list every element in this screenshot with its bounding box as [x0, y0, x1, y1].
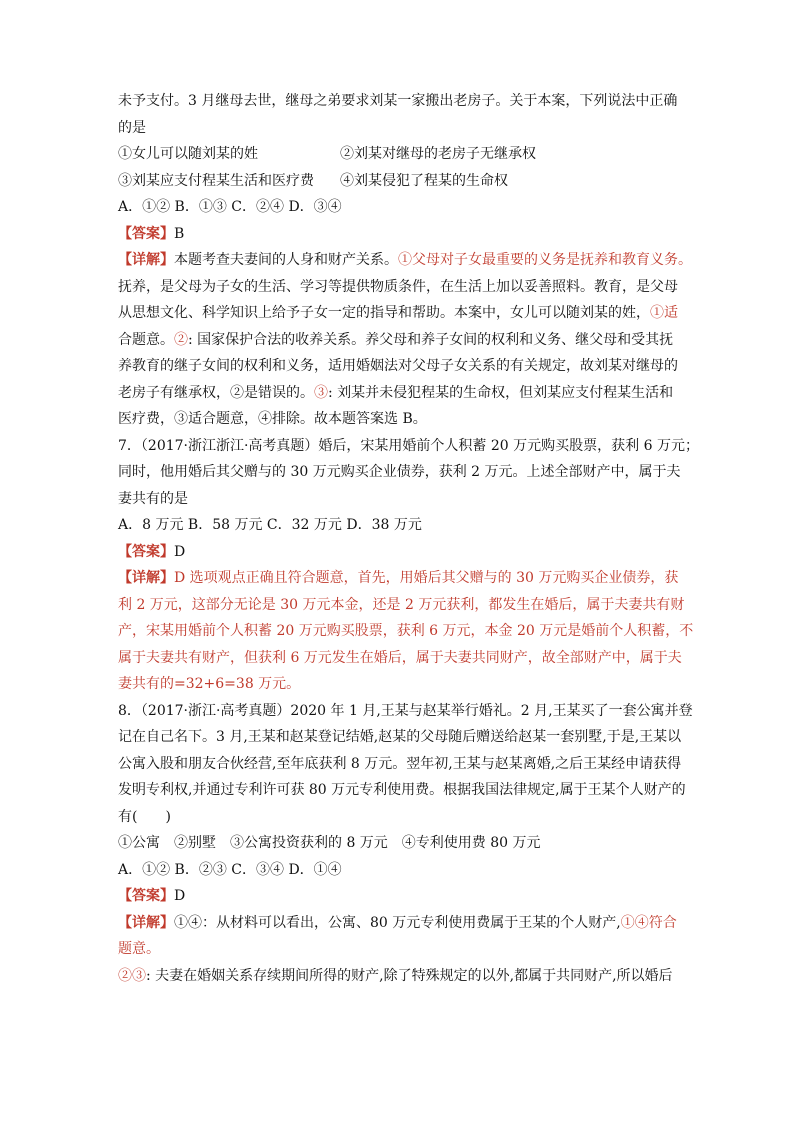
answer-tag: 【答案】	[118, 225, 174, 242]
q6-option-3: ③刘某应支付程某生活和医疗费	[118, 172, 314, 189]
q6-stem-line-1: 未予支付。3 月继母去世，继母之弟要求刘某一家搬出老房子。关于本案，下列说法中正确	[118, 93, 678, 109]
q8-stem-line-4: 发明专利权,并通过专利许可获 80 万元专利使用费。根据我国法律规定,属于王某个人财产的	[118, 782, 686, 798]
q8-stem-line-1: 8．（2017·浙江·高考真题）2020 年 1 月,王某与赵某举行婚礼。2 月,王某买了一套公寓并登	[118, 702, 693, 719]
q6-detail-line-3: 从思想文化、科学知识上给予子女一定的指导和帮助。本案中，女儿可以随刘某的姓，①适	[118, 305, 678, 321]
q6-detail-line-6: 老房子有继承权，②是错误的。③: 刘某并未侵犯程某的生命权，但刘某应支付程某生活和	[118, 384, 674, 401]
q8-options: ①公寓 ②别墅 ③公寓投资获利的 8 万元 ④专利使用费 80 万元	[118, 835, 541, 851]
detail-tag: 【详解】	[118, 914, 174, 931]
q6-stem-line-2: 的是	[118, 119, 146, 136]
q7-detail-line-2: 利 2 万元，这部分无论是 30 万元本金，还是 2 万元获利，都发生在婚后，属于夫妻共有财	[118, 596, 685, 613]
answer-value: B	[174, 225, 185, 242]
detail-tag: 【详解】	[118, 570, 174, 586]
q6-options-row-1	[118, 141, 688, 168]
q7-answer	[118, 539, 688, 566]
q6-answer	[118, 221, 688, 248]
q6-option-2: ②刘某对继母的老房子无继承权	[340, 146, 536, 162]
q6-option-1: ①女儿可以随刘某的姓	[118, 146, 258, 162]
q8-choices: A．①② B．②③ C．③④ D．①④	[118, 861, 342, 878]
q7-stem-line-1: 7．（2017·浙江浙江·高考真题）婚后，宋某用婚前个人积蓄 20 万元购买股票，获利 6 万元；	[118, 437, 699, 454]
q8-stem-line-5: 有( )	[118, 808, 171, 825]
q8-stem-line-2: 记在自己名下。3 月,王某和赵某登记结婚,赵某的父母随后赠送给赵某一套别墅,于是,王某以	[118, 729, 682, 745]
q7-detail-line-4: 属于夫妻共有财产，但获利 6 万元发生在婚后，属于夫妻共同财产，故全部财产中，属于夫	[118, 649, 682, 666]
q6-option-4: ④刘某侵犯了程某的生命权	[340, 172, 508, 189]
answer-tag: 【答案】	[118, 543, 174, 560]
q8-detail-line-1: 【详解】①④：从材料可以看出，公寓、80 万元专利使用费属于王某的个人财产,①④符合	[118, 914, 677, 931]
q8-detail-line-2: 题意。	[118, 941, 160, 957]
q6-detail-line-5: 养教育的继子女间的权利和义务，适用婚姻法对父母子女关系的有关规定，故刘某对继母的	[118, 358, 678, 374]
q6-choices: A．①② B．①③ C．②④ D．③④	[118, 199, 342, 215]
q7-detail-line-5: 妻共有的=32+6=38 万元。	[118, 676, 301, 692]
q6-detail-line-4: 合题意。②: 国家保护合法的收养关系。养父母和养子女间的权利和义务、继父母和受其抚	[118, 331, 674, 348]
q8-answer	[118, 883, 688, 910]
q8-stem-line-3: 公寓入股和朋友合伙经营,至年底获利 8 万元。翌年初,王某与赵某离婚,之后王某经申请获得	[118, 755, 682, 772]
q6-options-row-2	[118, 168, 688, 195]
document-page	[118, 88, 699, 989]
answer-tag: 【答案】	[118, 888, 174, 904]
q7-detail-line-1: 【详解】D 选项观点正确且符合题意，首先，用婚后其父赠与的 30 万元购买企业债券，获	[118, 570, 679, 586]
q6-detail-line-7: 医疗费，③适合题意，④排除。故本题答案选 B。	[118, 411, 427, 427]
q6-detail-line-2: 抚养，是父母为子女的生活、学习等提供物质条件，在生活上加以妥善照料。教育，是父母	[118, 278, 678, 295]
q7-detail-line-3: 产，宋某用婚前个人积蓄 20 万元购买股票，获利 6 万元，本金 20 万元是婚前个人积蓄，不	[118, 623, 694, 639]
answer-value: D	[174, 543, 186, 560]
q6-detail-line-1: 【详解】本题考查夫妻间的人身和财产关系。①父母对子女最重要的义务是抚养和教育义务。	[118, 252, 692, 268]
q7-stem-line-2: 同时，他用婚后其父赠与的 30 万元购买企业债券，获利 2 万元。上述全部财产中，属于夫	[118, 464, 681, 480]
q7-choices: A．8 万元 B．58 万元 C．32 万元 D．38 万元	[118, 517, 422, 533]
answer-value: D	[174, 888, 186, 904]
detail-tag: 【详解】	[118, 252, 174, 268]
q8-detail-line-3: ②③: 夫妻在婚姻关系存续期间所得的财产,除了特殊规定的以外,都属于共同财产,所以婚后	[118, 967, 673, 984]
q7-stem-line-3: 妻共有的是	[118, 490, 188, 507]
